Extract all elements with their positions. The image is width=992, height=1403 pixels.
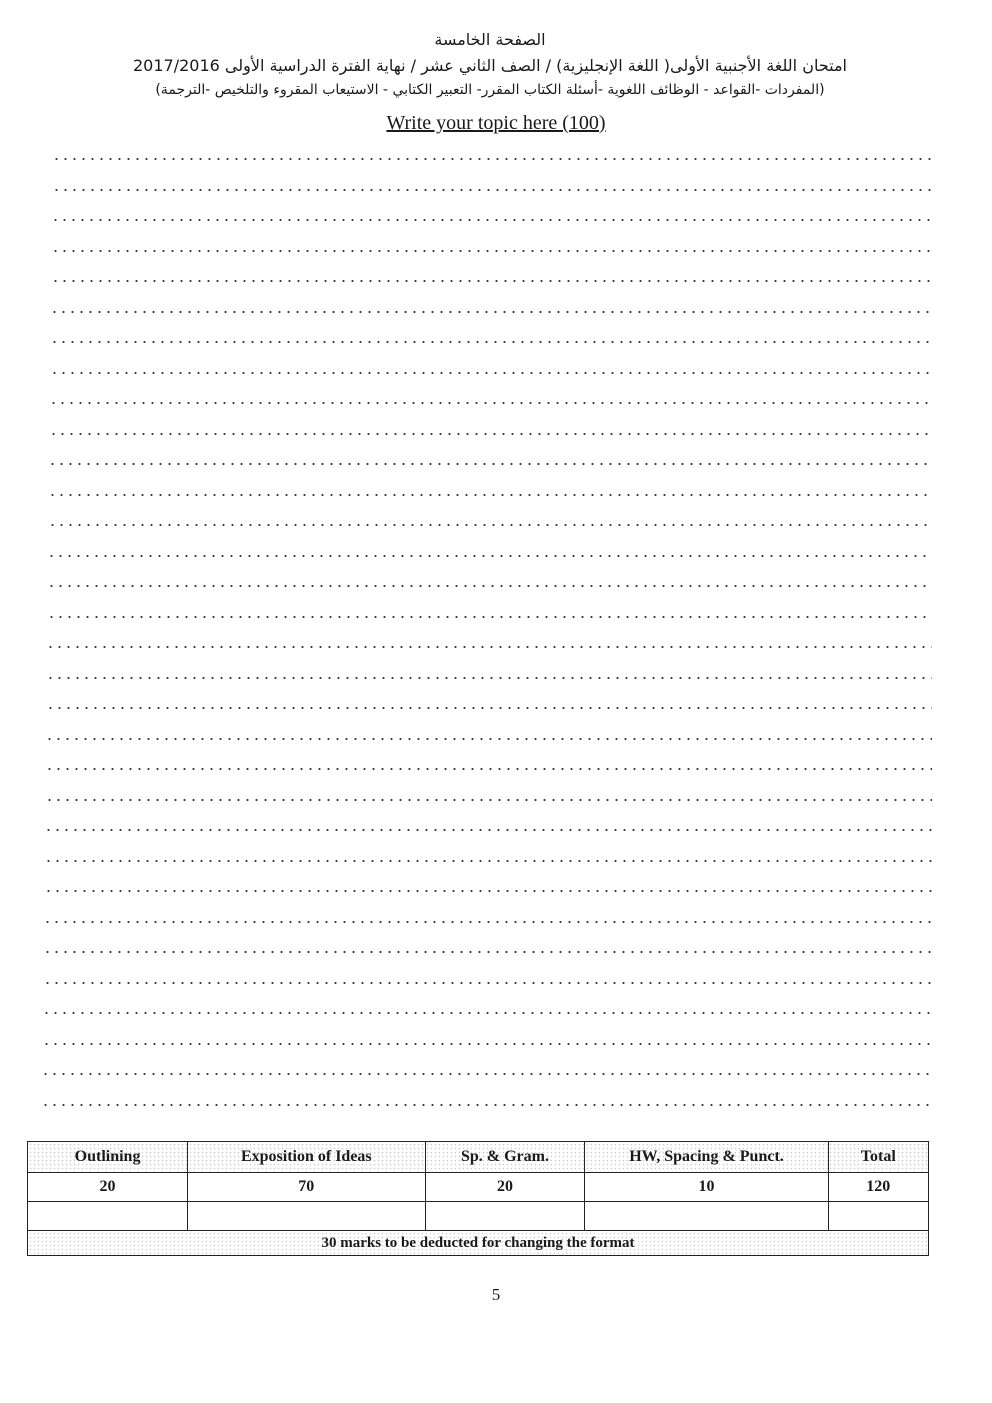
header-spelling-grammar: Sp. & Gram. — [425, 1142, 585, 1173]
writing-line[interactable] — [50, 372, 932, 374]
writing-line[interactable] — [45, 738, 932, 740]
max-handwriting: 10 — [585, 1173, 828, 1202]
marks-header-row — [28, 1142, 929, 1173]
writing-line[interactable] — [43, 951, 932, 953]
header-handwriting: HW, Spacing & Punct. — [585, 1142, 828, 1173]
writing-line[interactable] — [51, 219, 932, 221]
max-marks-row — [28, 1173, 929, 1202]
writing-line[interactable] — [42, 1043, 932, 1045]
writing-line[interactable] — [44, 860, 932, 862]
writing-line[interactable] — [50, 341, 932, 343]
max-exposition: 70 — [188, 1173, 425, 1202]
writing-line[interactable] — [45, 768, 932, 770]
writing-line[interactable] — [49, 433, 932, 435]
score-spelling-grammar[interactable] — [425, 1202, 585, 1231]
header-outlining: Outlining — [28, 1142, 188, 1173]
writing-line[interactable] — [52, 189, 932, 191]
deduction-note: 30 marks to be deducted for changing the format — [28, 1231, 929, 1256]
writing-line[interactable] — [49, 402, 932, 404]
score-row — [28, 1202, 929, 1231]
writing-line[interactable] — [41, 1104, 932, 1106]
writing-line[interactable] — [51, 280, 932, 282]
writing-line[interactable] — [47, 616, 932, 618]
page-number: 5 — [491, 1285, 501, 1304]
writing-line[interactable] — [45, 799, 932, 801]
writing-line[interactable] — [43, 982, 932, 984]
writing-line[interactable] — [46, 707, 932, 709]
writing-line[interactable] — [50, 311, 932, 313]
writing-line[interactable] — [41, 1073, 932, 1075]
deduction-note-row — [28, 1231, 929, 1256]
score-handwriting[interactable] — [585, 1202, 828, 1231]
exam-title: امتحان اللغة الأجنبية الأولى( اللغة الإنجليزية) / الصف الثاني عشر / نهاية الفترة الدراسية الأولى 2017/2016 — [133, 56, 847, 75]
writing-line[interactable] — [52, 158, 932, 160]
writing-line[interactable] — [48, 524, 932, 526]
writing-line[interactable] — [46, 646, 932, 648]
page-label: الصفحة الخامسة — [434, 30, 546, 49]
score-total[interactable] — [828, 1202, 928, 1231]
max-outlining: 20 — [28, 1173, 188, 1202]
exam-scope: (المفردات -القواعد - الوظائف اللغوية -أسئلة الكتاب المقرر- التعبير الكتابي - الاستيعاب المقروء والتلخيص -الترجمة) — [155, 82, 825, 98]
header-exposition: Exposition of Ideas — [188, 1142, 425, 1173]
writing-line[interactable] — [48, 494, 932, 496]
writing-line[interactable] — [42, 1012, 932, 1014]
max-total: 120 — [828, 1173, 928, 1202]
writing-line[interactable] — [43, 921, 932, 923]
header-total: Total — [828, 1142, 928, 1173]
score-exposition[interactable] — [188, 1202, 425, 1231]
writing-line[interactable] — [47, 555, 932, 557]
max-spelling-grammar: 20 — [425, 1173, 585, 1202]
marks-table — [27, 1141, 929, 1256]
writing-line[interactable] — [44, 829, 932, 831]
writing-line[interactable] — [47, 585, 932, 587]
score-outlining[interactable] — [28, 1202, 188, 1231]
topic-heading: Write your topic here (100) — [386, 112, 606, 134]
writing-line[interactable] — [44, 890, 932, 892]
writing-line[interactable] — [48, 463, 932, 465]
writing-line[interactable] — [51, 250, 932, 252]
writing-line[interactable] — [46, 677, 932, 679]
